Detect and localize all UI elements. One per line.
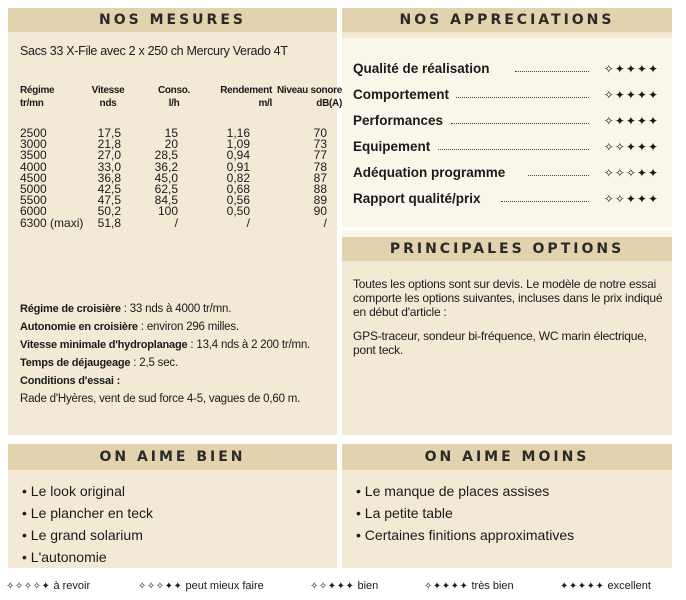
rating-row: [353, 60, 659, 78]
table-cell: 4500: [20, 170, 47, 185]
table-cell: 6300 (maxi): [20, 215, 84, 230]
note-line: Temps de déjaugeage : 2,5 sec.: [20, 357, 178, 369]
legend-item: [138, 580, 264, 592]
table-cell: 6000: [20, 204, 47, 219]
measures-subtitle: Sacs 33 X-File avec 2 x 250 ch Mercury Verado 4T: [20, 44, 288, 58]
col-header-unit: nds: [99, 98, 117, 109]
measures-notes: [20, 300, 330, 408]
table-cell: 5500: [20, 193, 47, 208]
legend-stars: ✧✧✦✦✦: [310, 581, 355, 592]
col-header-label: Rendement: [220, 85, 272, 96]
table-cell: 17,5: [97, 126, 121, 140]
table-cell: 77: [313, 148, 327, 163]
table-cell: 100: [157, 204, 178, 219]
table-cell: 0,91: [226, 159, 250, 174]
col-header-unit: l/h: [168, 98, 180, 109]
rating-stars: ✧✧✦✦✦: [603, 192, 659, 206]
dot-leader: [438, 149, 589, 150]
dislikes-list: [356, 480, 574, 546]
rating-row: [353, 86, 659, 104]
table-cell: 28,5: [154, 148, 178, 163]
legend-stars: ✧✦✦✦✦: [424, 581, 469, 592]
list-item: • Le grand solarium: [22, 524, 153, 546]
table-cell: 84,5: [154, 193, 178, 208]
table-cell: 36,2: [154, 159, 178, 174]
table-cell: 36,8: [97, 170, 121, 185]
dislikes-title: ON AIME MOINS: [342, 444, 672, 470]
list-item: • La petite table: [356, 502, 574, 524]
table-cell: 2500: [20, 126, 47, 140]
legend-label: très bien: [471, 580, 514, 592]
table-cell: 21,8: [97, 137, 121, 152]
dislikes-panel: [342, 444, 672, 568]
list-item: • Le plancher en teck: [22, 502, 153, 524]
note-line: Vitesse minimale d'hydroplanage : 13,4 nds à 2 200 tr/mn.: [20, 339, 311, 351]
legend-item: [424, 580, 514, 592]
table-cell: 0,82: [226, 170, 250, 185]
table-cell: /: [323, 215, 327, 230]
rating-legend: [0, 578, 686, 596]
dot-leader: [501, 201, 589, 202]
likes-panel: [8, 444, 337, 568]
dot-leader: [451, 123, 589, 124]
table-cell: 42,5: [97, 182, 121, 196]
table-cell: 0,94: [226, 148, 250, 163]
rating-row: [353, 164, 659, 182]
table-cell: 4000: [20, 159, 47, 174]
rating-label: Qualité de réalisation: [353, 61, 490, 76]
table-cell: 70: [313, 126, 327, 140]
legend-label: bien: [357, 580, 379, 592]
table-cell: 87: [313, 170, 327, 185]
appreciations-panel: [342, 8, 672, 227]
table-cell: 3000: [20, 137, 47, 152]
col-header-unit: dB(A): [316, 98, 342, 109]
legend-stars: ✧✧✧✧✦: [6, 581, 51, 592]
rating-label: Rapport qualité/prix: [353, 191, 481, 206]
table-cell: 51,8: [97, 215, 121, 230]
table-cell: 50,2: [97, 204, 121, 219]
rating-stars: ✧✦✦✦✦: [603, 114, 659, 128]
table-cell: 62,5: [154, 182, 178, 196]
col-header-label: Niveau sonore: [276, 85, 342, 96]
table-cell: 0,56: [226, 193, 250, 208]
table-cell: 47,5: [97, 193, 121, 208]
rating-label: Adéquation programme: [353, 165, 506, 180]
measures-title: NOS MESURES: [8, 8, 337, 32]
col-header-label: Régime: [20, 85, 55, 96]
col-header-niveau: [270, 84, 342, 110]
legend-item: [310, 580, 378, 592]
options-body: [353, 277, 663, 357]
table-cell: 88: [313, 182, 327, 196]
rating-label: Comportement: [353, 87, 450, 102]
rating-stars: ✧✧✧✦✦: [603, 166, 659, 180]
table-cell: 3500: [20, 148, 47, 163]
table-cell: /: [174, 215, 178, 230]
note-line: Conditions d'essai :: [20, 375, 121, 387]
legend-label: à revoir: [53, 580, 91, 592]
rating-stars: ✧✦✦✦✦: [603, 88, 659, 102]
table-cell: 89: [313, 193, 327, 208]
col-header-label: Conso.: [157, 85, 191, 96]
dot-leader: [456, 97, 589, 98]
col-header-unit: m/l: [258, 98, 272, 109]
table-cell: 33,0: [97, 159, 121, 174]
col-header-label: Vitesse: [91, 85, 125, 96]
legend-item: [560, 580, 651, 592]
rating-stars: ✧✧✦✦✦: [603, 140, 659, 154]
measures-panel: [8, 8, 342, 435]
dot-leader: [528, 175, 589, 176]
table-cell: /: [246, 215, 250, 230]
list-item: • Le look original: [22, 480, 153, 502]
legend-stars: ✧✧✧✦✦: [138, 581, 183, 592]
rating-stars: ✧✦✦✦✦: [603, 62, 659, 76]
col-header-vitesse: [78, 84, 138, 110]
legend-item: [6, 580, 90, 592]
rating-row: [353, 112, 659, 130]
options-panel: [342, 231, 672, 435]
list-item: • Certaines finitions approximatives: [356, 524, 574, 546]
rating-row: [353, 190, 659, 208]
appreciations-list: [342, 38, 672, 227]
table-cell: 27,0: [97, 148, 121, 163]
likes-list: [22, 480, 153, 568]
table-cell: 0,68: [226, 182, 250, 196]
rating-label: Equipement: [353, 139, 431, 154]
table-cell: 73: [313, 137, 327, 152]
options-title: PRINCIPALES OPTIONS: [342, 237, 672, 261]
options-list: GPS-traceur, sondeur bi-fréquence, WC marin électrique, pont teck.: [353, 329, 647, 357]
rating-row: [353, 138, 659, 156]
col-header-unit: tr/mn: [20, 98, 44, 109]
table-cell: 5000: [20, 182, 47, 196]
table-cell: 1,09: [226, 137, 250, 152]
table-cell: 90: [313, 204, 327, 219]
legend-label: peut mieux faire: [185, 580, 264, 592]
table-cell: 0,50: [226, 204, 250, 219]
appreciations-title: NOS APPRECIATIONS: [342, 8, 672, 32]
legend-label: excellent: [607, 580, 651, 592]
col-header-conso: [148, 84, 200, 110]
table-cell: 1,16: [226, 126, 250, 140]
rating-label: Performances: [353, 113, 444, 128]
col-header-regime: [20, 84, 60, 110]
table-row: [20, 215, 332, 230]
note-line: Régime de croisière : 33 nds à 4000 tr/mn.: [20, 303, 232, 315]
table-cell: 78: [313, 159, 327, 174]
options-text: Toutes les options sont sur devis. Le modèle de notre essai comporte les options suivantes, incluses dans le prix indiqué en début d'article :: [353, 277, 663, 319]
table-cell: 45,0: [154, 170, 178, 185]
legend-stars: ✦✦✦✦✦: [560, 581, 605, 592]
note-line: Autonomie en croisière : environ 296 milles.: [20, 321, 239, 333]
list-item: • Le manque de places assises: [356, 480, 574, 502]
col-header-rendement: [206, 84, 272, 110]
likes-title: ON AIME BIEN: [8, 444, 337, 470]
dot-leader: [515, 71, 589, 72]
table-cell: 15: [164, 126, 178, 140]
list-item: • L'autonomie: [22, 546, 153, 568]
note-line: Rade d'Hyères, vent de sud force 4-5, vagues de 0,60 m.: [20, 393, 301, 405]
table-cell: 20: [164, 137, 178, 152]
